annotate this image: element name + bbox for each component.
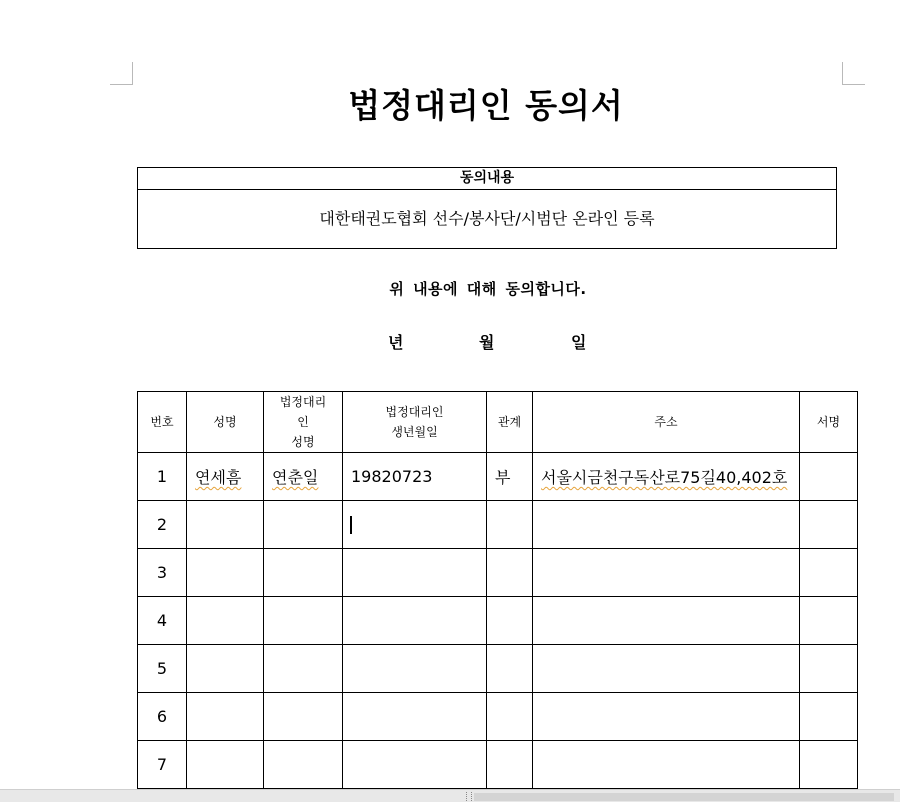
split-grip[interactable]	[466, 792, 472, 801]
cell-guardian-name-text: 연춘일	[272, 468, 319, 487]
cell-name[interactable]	[187, 693, 264, 741]
table-row	[138, 741, 858, 789]
cell-relation[interactable]	[487, 693, 533, 741]
cell-guardian-name[interactable]	[264, 501, 343, 549]
cell-relation[interactable]	[487, 645, 533, 693]
cell-signature[interactable]	[800, 741, 858, 789]
cell-relation[interactable]	[487, 741, 533, 789]
table-row	[138, 693, 858, 741]
table-row	[138, 453, 858, 501]
cell-number[interactable]: 6	[138, 693, 187, 741]
guardian-table	[137, 391, 858, 789]
cell-name[interactable]	[187, 645, 264, 693]
header-number: 번호	[138, 392, 187, 453]
cell-name[interactable]	[187, 741, 264, 789]
cell-guardian-birth[interactable]	[343, 693, 487, 741]
header-address: 주소	[533, 392, 800, 453]
table-row	[138, 597, 858, 645]
cell-relation[interactable]	[487, 501, 533, 549]
header-name: 성명	[187, 392, 264, 453]
cell-address[interactable]	[533, 549, 800, 597]
cell-name[interactable]	[187, 597, 264, 645]
cell-guardian-name[interactable]	[264, 741, 343, 789]
cell-number[interactable]: 3	[138, 549, 187, 597]
scrollbar-thumb[interactable]	[474, 793, 894, 801]
header-guardian-name-line2: 인	[297, 415, 309, 429]
cell-signature[interactable]	[800, 501, 858, 549]
header-relation: 관계	[487, 392, 533, 453]
cell-name[interactable]	[187, 501, 264, 549]
cell-address[interactable]	[533, 741, 800, 789]
cell-number[interactable]: 2	[138, 501, 187, 549]
cell-address[interactable]	[533, 693, 800, 741]
table-row	[138, 645, 858, 693]
cell-name[interactable]	[187, 453, 264, 501]
cell-guardian-birth[interactable]	[343, 741, 487, 789]
header-guardian-birth	[343, 392, 487, 453]
cell-guardian-name[interactable]	[264, 597, 343, 645]
cell-signature[interactable]	[800, 453, 858, 501]
header-guardian-name-line1: 법정대리	[279, 395, 327, 409]
date-line	[0, 330, 900, 354]
date-day-label: 일	[571, 333, 587, 352]
date-month-label: 월	[479, 333, 495, 352]
document-title: 법정대리인 동의서	[348, 86, 624, 125]
header-guardian-name-line3: 성명	[291, 435, 315, 449]
cell-guardian-birth[interactable]: 19820723	[343, 453, 487, 501]
consent-box	[137, 167, 837, 249]
cell-address[interactable]	[533, 645, 800, 693]
cell-relation[interactable]: 부	[487, 453, 533, 501]
cell-signature[interactable]	[800, 693, 858, 741]
header-signature: 서명	[800, 392, 858, 453]
cell-number[interactable]: 7	[138, 741, 187, 789]
cell-guardian-name[interactable]	[264, 453, 343, 501]
cell-address[interactable]	[533, 501, 800, 549]
header-guardian-birth-line2: 생년월일	[391, 425, 438, 439]
cell-signature[interactable]	[800, 549, 858, 597]
cell-name-text: 연세흠	[195, 468, 242, 487]
consent-header: 동의내용	[138, 168, 836, 190]
cell-guardian-birth[interactable]	[343, 597, 487, 645]
cell-number[interactable]: 5	[138, 645, 187, 693]
cell-relation[interactable]	[487, 549, 533, 597]
cell-address-text: 서울시금천구독산로75길40,402호	[541, 468, 788, 487]
text-cursor	[350, 516, 352, 534]
date-year-label: 년	[388, 333, 404, 352]
table-row	[138, 501, 858, 549]
cell-signature[interactable]	[800, 645, 858, 693]
consent-content: 대한태권도협회 선수/봉사단/시범단 온라인 등록	[319, 209, 655, 228]
cell-number[interactable]: 4	[138, 597, 187, 645]
cell-guardian-birth[interactable]	[343, 501, 487, 549]
cell-number[interactable]: 1	[138, 453, 187, 501]
cell-guardian-name[interactable]	[264, 549, 343, 597]
cell-name[interactable]	[187, 549, 264, 597]
cell-signature[interactable]	[800, 597, 858, 645]
cell-guardian-birth[interactable]	[343, 549, 487, 597]
header-guardian-birth-line1: 법정대리인	[385, 405, 444, 419]
cell-guardian-birth[interactable]	[343, 645, 487, 693]
cell-guardian-name[interactable]	[264, 645, 343, 693]
cell-address[interactable]	[533, 453, 800, 501]
cell-guardian-name[interactable]	[264, 693, 343, 741]
agree-statement: 위 내용에 대해 동의합니다.	[389, 280, 587, 298]
table-header-row	[138, 392, 858, 453]
horizontal-scrollbar[interactable]	[0, 789, 900, 802]
table-row	[138, 549, 858, 597]
header-guardian-name	[264, 392, 343, 453]
cell-address[interactable]	[533, 597, 800, 645]
cell-relation[interactable]	[487, 597, 533, 645]
